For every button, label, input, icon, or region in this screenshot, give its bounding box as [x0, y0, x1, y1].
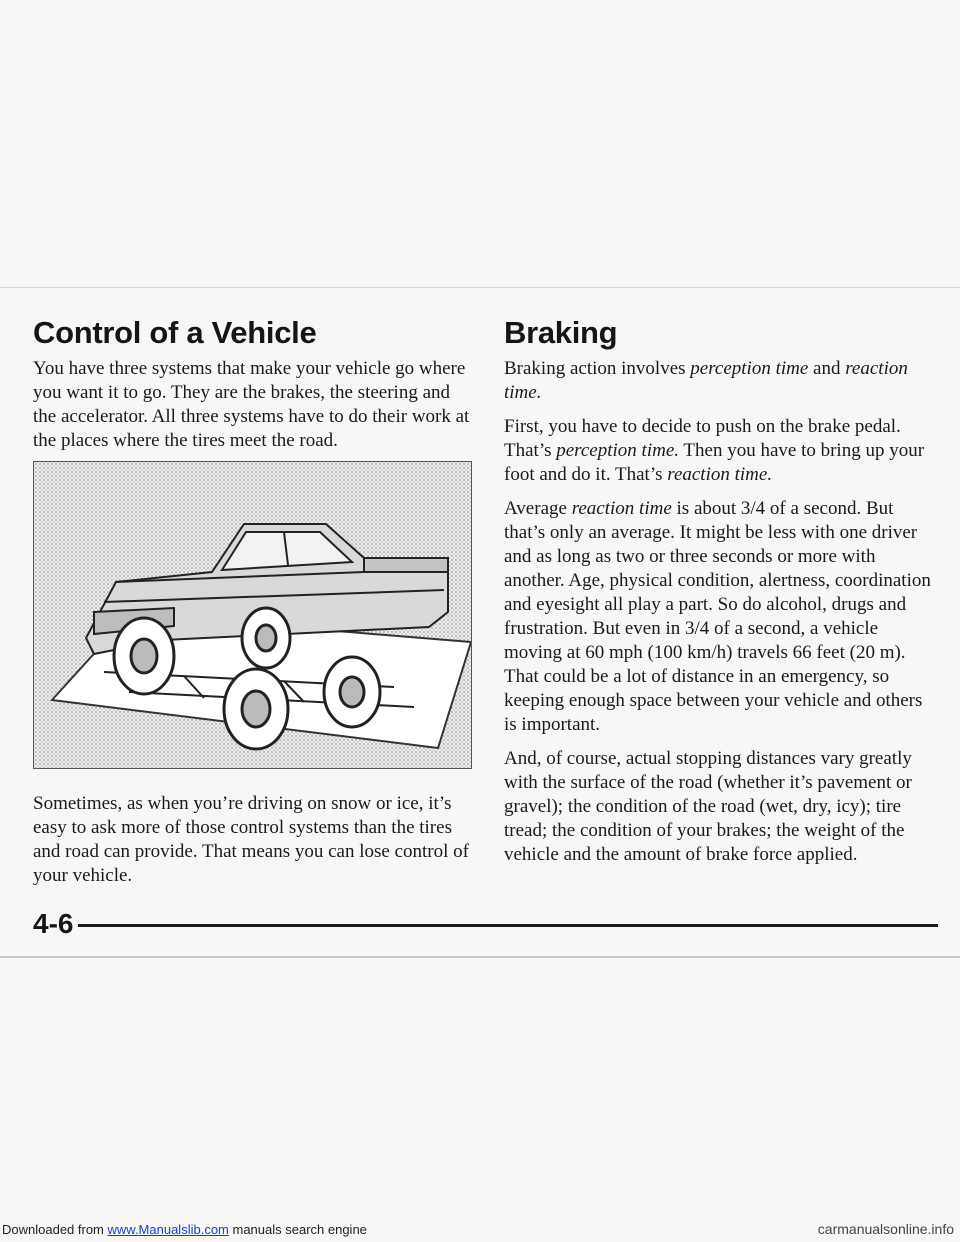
vehicle-illustration [33, 461, 472, 769]
braking-column [504, 357, 934, 877]
braking-paragraph-4: And, of course, actual stopping distances vary greatly with the surface of the road (whether it’s pavement or gravel); the condition of the road (wet, dry, icy); tire tread; the condition of your brakes; the weight of the vehicle and the amount of brake force applied. [504, 748, 912, 865]
control-intro-paragraph: You have three systems that make your vehicle go where you want it to go. They are the brakes, the steering and the accelerator. All three systems have to do their work at the places where the tires meet the road. [33, 358, 470, 451]
page-edge-line [0, 956, 960, 958]
watermark-text: carmanualsonline.info [817, 1221, 954, 1237]
pickup-truck-drawing [34, 462, 471, 768]
braking-paragraph-3: Average reaction time is about 3/4 of a second. But that’s only an average. It might be less with one driver and as long as two or three seconds or more with another. Age, physical condition, alertness, coordination and eyesight all play a part. So do alcohol, drugs and frustration. But even in 3/4 of a second, a vehicle moving at 60 mph (100 km/h) travels 66 feet (20 m). That could be a lot of distance in an emergency, so keeping enough space between your vehicle and others is important. [504, 498, 931, 735]
download-footer: Downloaded from www.Manualslib.com manuals search engine [2, 1222, 367, 1237]
section-heading-control: Control of a Vehicle [33, 315, 317, 350]
page-number: 4-6 [33, 908, 74, 939]
top-divider [0, 287, 960, 288]
section-heading-braking: Braking [504, 315, 618, 350]
braking-paragraph-2: First, you have to decide to push on the brake pedal. That’s perception time. Then you have to bring up your foot and do it. That’s reaction time. [504, 416, 925, 485]
bottom-divider [78, 924, 938, 927]
braking-paragraph-1: Braking action involves perception time and reaction time. [504, 358, 908, 403]
manualslib-link[interactable]: www.Manualslib.com [107, 1222, 229, 1237]
control-outro-paragraph: Sometimes, as when you’re driving on snow or ice, it’s easy to ask more of those control systems than the tires and road can provide. That means you can lose control of your vehicle. [33, 793, 469, 886]
